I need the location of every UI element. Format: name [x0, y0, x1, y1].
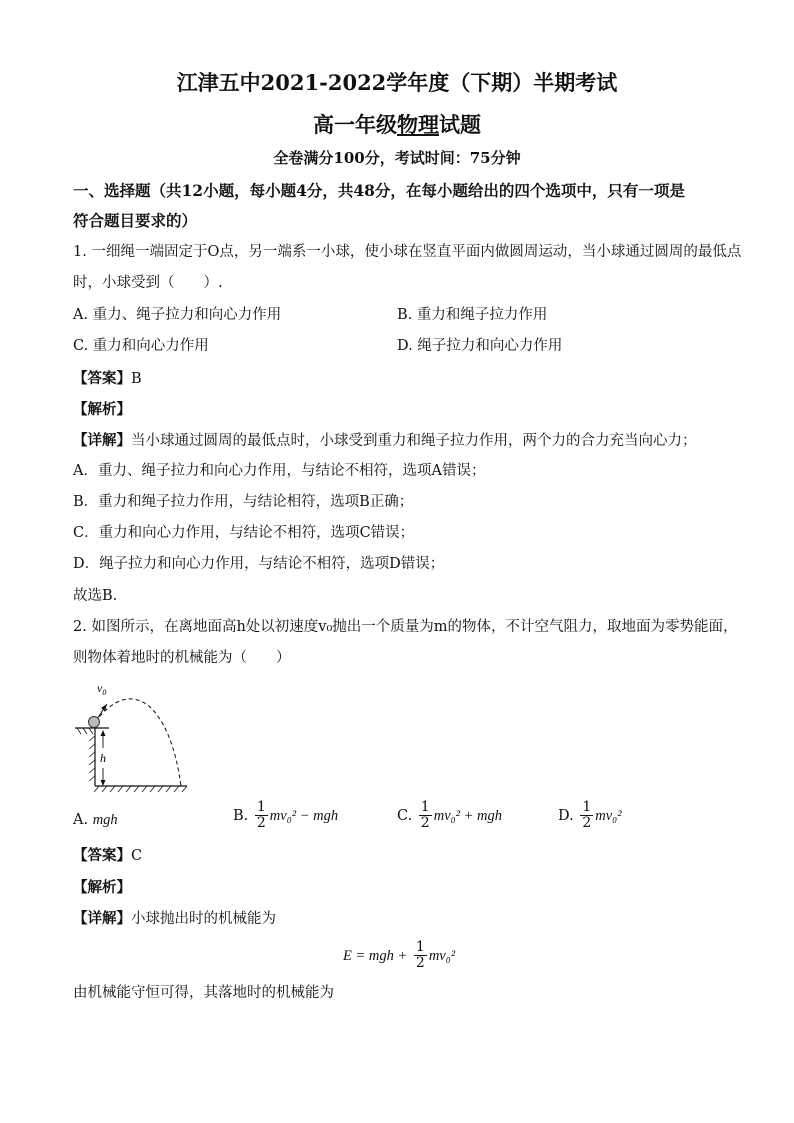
q1-option-a: A. 重力、绳子拉力和向心力作用	[73, 307, 282, 323]
q1-stem-line2: 时，小球受到（ ）.	[73, 275, 223, 291]
exam-subtitle	[0, 112, 794, 137]
q2-analysis-tag: 【解析】	[73, 879, 131, 896]
q2-detail	[73, 910, 276, 928]
q1-stem-line1: 1. 一细绳一端固定于O点，另一端系一小球，使小球在竖直平面内做圆周运动，当小球通过圆周的最低点	[73, 244, 742, 260]
q2-option-c-frac: $\frac{1}{2}$	[420, 799, 430, 832]
q2-stem-line2: 则物体着地时的机械能为（ ）	[73, 650, 291, 666]
q1-option-d: D. 绳子拉力和向心力作用	[397, 338, 563, 354]
label-v0: $v_0$	[97, 681, 107, 697]
q2-answer-tag: 【答案】	[73, 847, 131, 864]
q1-detail-text: 当小球通过圆周的最低点时，小球受到重力和绳子拉力作用，两个力的合力充当向心力；	[131, 433, 697, 449]
exam-info: 全卷满分100分，考试时间：75分钟	[273, 149, 521, 167]
q1-analysis-tag: 【解析】	[73, 401, 131, 418]
label-h: h	[100, 751, 106, 765]
q2-option-b-frac: $\frac{1}{2}$	[256, 799, 266, 832]
q2-after-text: 由机械能守恒可得，其落地时的机械能为	[73, 985, 334, 1001]
exam-title: 江津五中2021-2022学年度（下期）半期考试	[176, 70, 618, 95]
q1-answer-tag: 【答案】	[73, 370, 131, 387]
q1-detail	[73, 432, 697, 450]
q2-answer	[73, 847, 142, 865]
projectile-figure	[73, 678, 193, 793]
q1-line-b: B．重力和绳子拉力作用，与结论相符，选项B正确；	[73, 494, 414, 510]
h-arrowhead-up	[101, 730, 106, 736]
trajectory-path	[95, 699, 181, 786]
section-heading-line2: 符合题目要求的）	[73, 211, 198, 230]
q2-option-d: D. $\frac{1}{2}$ mv₀²	[558, 799, 622, 832]
h-arrowhead-down	[101, 780, 106, 786]
subtitle-subject: 物理	[397, 112, 439, 137]
q1-line-c: C．重力和向心力作用，与结论不相符，选项C错误；	[73, 525, 415, 541]
ledge-hatch	[77, 728, 93, 734]
q2-detail-tag: 【详解】	[73, 910, 131, 927]
section-heading-line1: 一、选择题（共12小题，每小题4分，共48分，在每小题给出的四个选项中，只有一项是	[73, 181, 685, 200]
q2-option-a: A. mgh	[73, 812, 118, 828]
q1-answer-value: B	[131, 371, 142, 387]
q1-option-c: C. 重力和向心力作用	[73, 338, 209, 354]
q1-option-b: B. 重力和绳子拉力作用	[397, 307, 548, 323]
q2-detail-text: 小球抛出时的机械能为	[131, 911, 276, 927]
q1-conclusion: 故选B.	[73, 588, 118, 604]
ball	[89, 717, 100, 728]
q1-detail-tag: 【详解】	[73, 432, 131, 449]
q1-line-d: D．绳子拉力和向心力作用，与结论不相符，选项D错误；	[73, 556, 445, 572]
q1-answer	[73, 370, 142, 388]
q2-option-c: C. $\frac{1}{2}$ mv₀² + mgh	[397, 799, 503, 832]
subtitle-grade: 高一年级	[313, 112, 397, 137]
q2-option-b: B. $\frac{1}{2}$ mv₀² − mgh	[233, 799, 339, 832]
subtitle-end: 试题	[439, 112, 481, 137]
q2-answer-value: C	[131, 848, 143, 864]
q1-line-a: A．重力、绳子拉力和向心力作用，与结论不相符，选项A错误；	[73, 463, 486, 479]
q2-option-d-frac: $\frac{1}{2}$	[582, 799, 592, 832]
ground-hatch	[94, 786, 187, 792]
wall-hatch	[89, 736, 95, 781]
q2-equation-frac: $\frac{1}{2}$	[415, 939, 425, 972]
q2-stem-line1: 2. 如图所示，在离地面高h处以初速度v₀抛出一个质量为m的物体，不计空气阻力，取地面为零势能面，	[73, 619, 738, 635]
q2-equation: E = mgh + $\frac{1}{2}$ mv₀²	[343, 939, 456, 972]
